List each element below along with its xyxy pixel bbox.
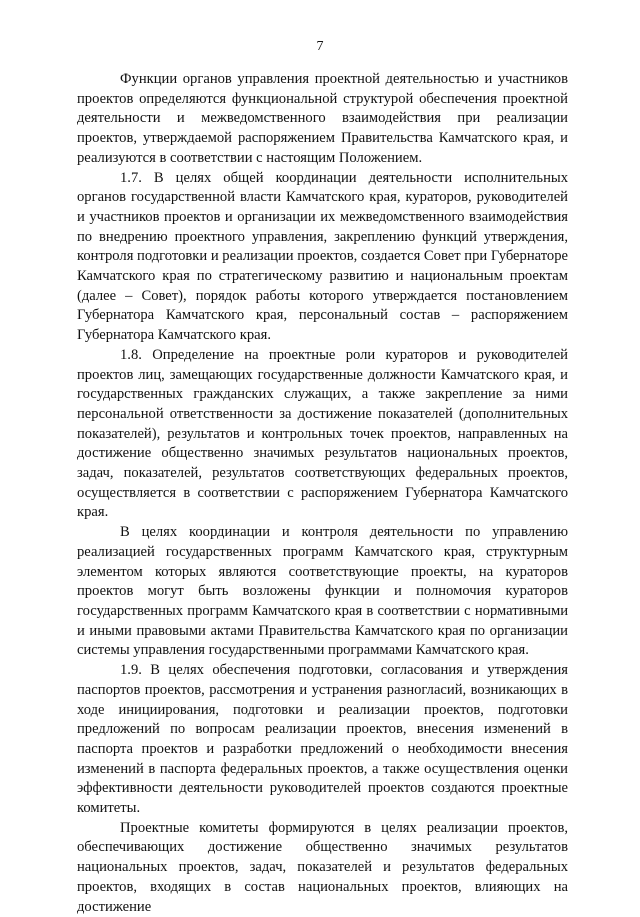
paragraph-committees-formation: Проектные комитеты формируются в целях реализации проектов, обеспечивающих достижение общественно значимых результатов национальных проектов, задач, показателей и результатов федеральных проектов, входящих в состав национальных проектов, влияющих на достижение [77,819,568,915]
document-body [77,70,568,917]
paragraph-1-9-project-committees: 1.9. В целях обеспечения подготовки, согласования и утверждения паспортов проектов, рассмотрения и устранения разногласий, возникающих в ходе инициирования, подготовки и реализации проектов, подготовки предложений по вопросам реализации проектов, внесения изменений в паспорта проектов и разработки предложений о необходимости внесения изменений в паспорта федеральных проектов, а также осуществления оценки эффективности деятельности руководителей проектов создаются проектные комитеты. [77,662,568,817]
paragraph-1-8-project-roles: 1.8. Определение на проектные роли кураторов и руководителей проектов лиц, замещающих государственные должности Камчатского края, и государственных гражданских служащих, а также закрепление за ними персональной ответственности за достижение показателей (дополнительных показателей), результатов и контрольных точек проектов, направленных на достижение общественно значимых результатов национальных проектов, задач, показателей, результатов соответствующих федеральных проектов, осуществляется в соответствии с распоряжением Губернатора Камчатского края. [77,346,568,521]
paragraph-1-7-council: 1.7. В целях общей координации деятельности исполнительных органов государственной власти Камчатского края, кураторов, руководителей и участников проектов и организации их межведомственного взаимодействия по внедрению проектного управления, закреплению функций утверждения, контроля подготовки и реализации проектов, создается Совет при Губернаторе Камчатского края по стратегическому развитию и национальным проектам (далее – Совет), порядок работы которого утверждается постановлением Губернатора Камчатского края, персональный состав – распоряжением Губернатора Камчатского края. [77,169,568,344]
paragraph-functions: Функции органов управления проектной деятельностью и участников проектов определяются функциональной структурой обеспечения проектной деятельности и межведомственного взаимодействия при реализации проектов, утверждаемой распоряжением Правительства Камчатского края, и реализуются в соответствии с настоящим Положением. [77,71,568,166]
page-number: 7 [316,39,324,54]
paragraph-coordination-state-programs: В целях координации и контроля деятельности по управлению реализацией государственных программ Камчатского края, структурным элементом которых являются соответствующие проекты, на кураторов проектов могут быть возложены функции и полномочия кураторов государственных программ Камчатского края в соответствии с нормативными и иными правовыми актами Правительства Камчатского края по организации системы управления государственными программами Камчатского края. [77,524,568,659]
